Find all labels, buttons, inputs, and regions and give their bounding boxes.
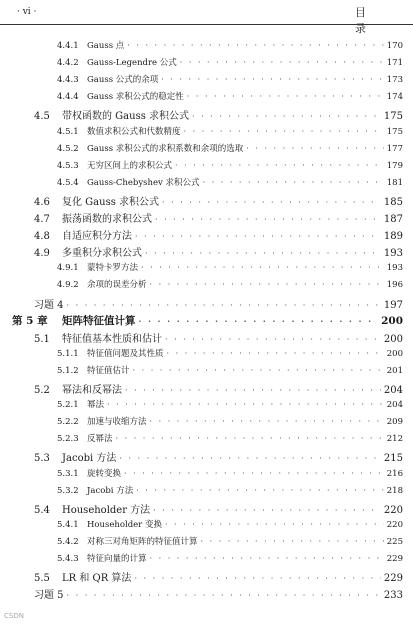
toc-entry[interactable] — [0, 398, 403, 410]
toc-entry-title: LR 和 QR 算法 — [62, 573, 132, 585]
dot-leader — [141, 263, 384, 272]
toc-entry[interactable] — [0, 518, 403, 530]
toc-entry-title: Jacobi 方法 — [87, 485, 134, 496]
toc-entry-title: Householder 方法 — [62, 504, 151, 516]
dot-leader — [67, 591, 381, 600]
dot-leader — [167, 349, 384, 358]
toc-entry-number: 5.2.2 — [57, 417, 79, 428]
toc-entry[interactable] — [0, 56, 403, 68]
toc-entry-number: 5.2.3 — [57, 434, 79, 445]
toc-entry[interactable] — [0, 125, 403, 137]
toc-entry-title: Gauss 公式的余项 — [87, 75, 159, 86]
toc-entry-number: 5.3.2 — [57, 485, 79, 496]
toc-entry-number: 4.4.1 — [57, 41, 79, 51]
dot-leader — [150, 417, 384, 426]
toc-entry-page: 175 — [386, 126, 403, 137]
toc-entry-title: 对称三对角矩阵的特征值计算 — [87, 536, 198, 547]
toc-entry[interactable] — [0, 364, 403, 376]
toc-entry-number: 4.9.2 — [57, 280, 79, 291]
toc-entry-page: 200 — [383, 333, 403, 345]
toc-entry[interactable] — [0, 484, 403, 496]
toc-entry-number: 第 5 章 — [12, 314, 48, 327]
toc-entry-page: 171 — [386, 58, 403, 69]
toc-entry-page: 185 — [383, 196, 403, 208]
dot-leader — [125, 386, 381, 395]
toc-entry-number: 4.6 — [34, 196, 50, 208]
toc-entry-title: 特征向量的计算 — [87, 554, 147, 564]
toc-entry[interactable] — [0, 347, 403, 359]
toc-chapter-entry[interactable] — [0, 313, 403, 328]
toc-entry-title: 特征值问题及其性质 — [87, 348, 164, 359]
toc-entry-number: 4.5 — [34, 111, 50, 123]
toc-entry-page: 218 — [386, 485, 403, 496]
toc-entry[interactable] — [0, 142, 403, 154]
toc-entry-title: 反幂法 — [87, 434, 113, 445]
dot-leader — [150, 280, 384, 289]
toc-entry-title: Gauss 求积公式的求积系数和余项的选取 — [87, 143, 244, 154]
toc-entry-page: 220 — [383, 504, 403, 516]
toc-entry-page: 212 — [386, 434, 403, 445]
toc-entry-page: 220 — [386, 519, 403, 530]
dot-leader — [135, 232, 381, 241]
dot-leader — [184, 127, 384, 136]
dot-leader — [155, 215, 381, 224]
toc-entry[interactable] — [0, 210, 403, 225]
dot-leader — [175, 161, 384, 170]
toc-entry-title: 余项的误差分析 — [87, 280, 147, 291]
toc-entry-page: 179 — [386, 160, 403, 171]
dot-leader — [165, 335, 381, 344]
dot-leader — [203, 178, 384, 187]
toc-entry-page: 204 — [383, 385, 403, 396]
toc-exercise-entry[interactable] — [0, 296, 403, 311]
toc-entry-title: 习题 5 — [34, 590, 64, 602]
toc-entry-page: 197 — [383, 299, 403, 311]
toc-entry-number: 5.4.2 — [57, 536, 79, 547]
toc-entry-number: 5.2 — [34, 385, 50, 396]
toc-entry-title: 旋转变换 — [87, 468, 122, 479]
dot-leader — [67, 301, 381, 310]
toc-entry-title: 蒙特卡罗方法 — [87, 263, 139, 274]
toc-entry[interactable] — [0, 159, 403, 171]
toc-entry[interactable] — [0, 381, 403, 396]
toc-entry-title: 特征值估计 — [87, 365, 130, 376]
toc-entry-title: Gauss 点 — [87, 41, 125, 51]
toc-entry[interactable] — [0, 107, 403, 122]
dot-leader — [180, 58, 384, 67]
toc-entry-page: 229 — [386, 554, 403, 564]
dot-leader — [136, 486, 384, 495]
dot-leader — [201, 537, 384, 546]
dot-leader — [161, 75, 384, 84]
toc-entry-number: 4.4.3 — [57, 75, 79, 86]
watermark: CSDN — [4, 612, 24, 620]
toc-entry[interactable] — [0, 244, 403, 259]
toc-entry[interactable] — [0, 90, 403, 102]
toc-entry-title: 带权函数的 Gauss 求积公式 — [62, 111, 190, 123]
toc-entry-number: 4.5.2 — [57, 143, 79, 154]
toc-entry-page: 170 — [386, 41, 403, 51]
toc-entry-page: 189 — [383, 231, 403, 243]
toc-entry-page: 174 — [386, 92, 403, 103]
toc-entry-title: 幂法和反幂法 — [62, 385, 122, 396]
toc-entry[interactable] — [0, 278, 403, 290]
toc-entry-page: 209 — [386, 417, 403, 428]
toc-entry-page: 175 — [383, 111, 403, 123]
toc-entry-title: Gauss 求积公式的稳定性 — [87, 92, 184, 103]
toc-entry-page: 229 — [383, 573, 403, 585]
toc-entry-title: 加速与收缩方法 — [87, 417, 147, 428]
toc-entry-title: 特征值基本性质和估计 — [62, 333, 162, 345]
dot-leader — [127, 41, 384, 50]
toc-entry-title: Gauss-Legendre 公式 — [87, 58, 177, 69]
toc-entry-number: 4.5.3 — [57, 160, 79, 171]
toc-entry-number: 4.5.4 — [57, 177, 79, 188]
toc-entry[interactable] — [0, 501, 403, 516]
dot-leader — [246, 144, 384, 153]
toc-entry[interactable] — [0, 193, 403, 208]
toc-entry[interactable] — [0, 227, 403, 242]
toc-entry-title: 复化 Gauss 求积公式 — [62, 196, 160, 208]
toc-entry-number: 4.9.1 — [57, 263, 79, 274]
toc-entry-number: 4.7 — [34, 214, 50, 225]
page-header — [0, 0, 413, 35]
toc-entry-number: 5.5 — [34, 573, 50, 585]
toc-entry[interactable] — [0, 432, 403, 444]
toc-entry[interactable] — [0, 535, 403, 547]
dot-leader — [139, 316, 379, 326]
toc-entry-title: Gauss-Chebyshev 求积公式 — [87, 177, 200, 188]
dot-leader — [192, 112, 381, 121]
toc-entry-number: 4.8 — [34, 231, 50, 243]
toc-exercise-entry[interactable] — [0, 586, 403, 601]
toc-entry[interactable] — [0, 261, 403, 273]
toc-entry-title: 多重积分求积公式 — [62, 248, 142, 260]
toc-entry-title: 幂法 — [87, 400, 105, 411]
toc-entry-page: 201 — [386, 365, 403, 376]
toc-entry-title: 振荡函数的求积公式 — [62, 214, 152, 225]
toc-entry-number: 5.4.3 — [57, 554, 79, 564]
dot-leader — [145, 249, 381, 258]
toc-entry[interactable] — [0, 330, 403, 345]
toc-entry[interactable] — [0, 552, 403, 564]
toc-entry-page: 193 — [386, 263, 403, 274]
toc-entry[interactable] — [0, 73, 403, 85]
toc-entry-page: 187 — [383, 214, 403, 225]
toc-entry-page: 216 — [386, 468, 403, 479]
dot-leader — [150, 554, 384, 563]
dot-leader — [116, 434, 384, 443]
dot-leader — [133, 366, 384, 375]
toc-entry[interactable] — [0, 449, 403, 464]
toc-entry-number: 4.4.4 — [57, 92, 79, 103]
toc-entry[interactable] — [0, 467, 403, 479]
dot-leader — [165, 520, 384, 529]
toc-entry-number: 5.3 — [34, 453, 50, 465]
toc-entry-number: 5.2.1 — [57, 400, 79, 411]
toc-entry-number: 4.4.2 — [57, 58, 79, 69]
toc-entry-page: 225 — [386, 536, 403, 547]
toc-entry[interactable] — [0, 415, 403, 427]
dot-leader — [162, 198, 381, 207]
toc-entry-number: 5.4.1 — [57, 519, 79, 530]
toc-entry-page: 196 — [386, 280, 403, 291]
toc-entry-number: 4.9 — [34, 248, 50, 260]
toc-entry-page: 177 — [386, 143, 403, 154]
toc-entry-title: 无穷区间上的求积公式 — [87, 160, 173, 171]
toc-entry-number: 4.5.1 — [57, 126, 79, 137]
toc-entry-page: 200 — [386, 348, 403, 359]
toc-entry-title: Householder 变换 — [87, 519, 162, 530]
toc-entry-number: 5.1.1 — [57, 348, 79, 359]
toc-entry-page: 181 — [386, 177, 403, 188]
toc-entry[interactable] — [0, 569, 403, 584]
dot-leader — [119, 454, 381, 463]
running-title: 目 录 — [355, 6, 378, 35]
toc-entry-title: Jacobi 方法 — [62, 453, 117, 465]
toc-entry-title: 习题 4 — [34, 299, 64, 311]
toc-entry-title: 矩阵特征值计算 — [62, 314, 136, 327]
toc-entry-page: 193 — [383, 248, 403, 260]
toc-entry-title: 数值求积公式和代数精度 — [87, 126, 181, 137]
toc-entry-page: 204 — [386, 400, 403, 411]
page-number: · vi · — [17, 7, 37, 17]
toc-entry-page: 173 — [386, 75, 403, 86]
toc-entry-page: 215 — [383, 453, 403, 465]
toc-entry[interactable] — [0, 39, 403, 51]
toc-entry-number: 5.3.1 — [57, 468, 79, 479]
dot-leader — [187, 92, 384, 101]
toc-entry-number: 5.1 — [34, 333, 50, 345]
toc-entry-page: 200 — [381, 314, 403, 327]
dot-leader — [153, 506, 381, 515]
toc-entry-title: 自适应积分方法 — [62, 231, 132, 243]
dot-leader — [107, 400, 384, 409]
toc-entry[interactable] — [0, 176, 403, 188]
toc-entry-number: 5.1.2 — [57, 365, 79, 376]
toc-entry-number: 5.4 — [34, 504, 50, 516]
dot-leader — [134, 574, 380, 583]
toc-entry-page: 233 — [383, 590, 403, 602]
dot-leader — [124, 469, 384, 478]
